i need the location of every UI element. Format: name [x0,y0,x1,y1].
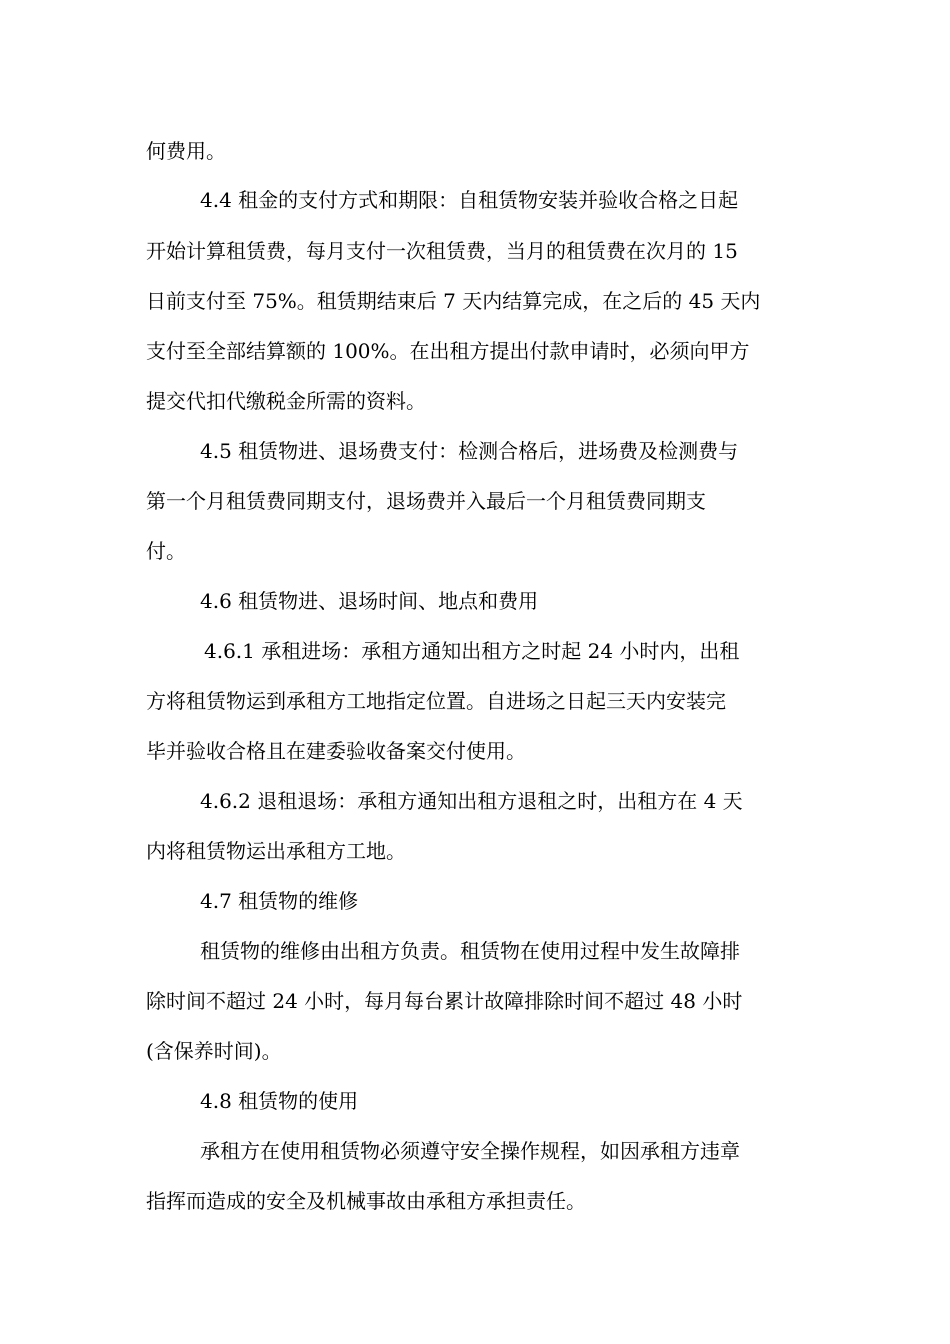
text-line: 何费用。 [146,139,226,163]
text-line: 租赁物的维修由出租方负责。租赁物在使用过程中发生故障排 [200,939,740,963]
text-line: 内将租赁物运出承租方工地。 [146,839,406,863]
text-line: 支付至全部结算额的 100%。在出租方提出付款申请时，必须向甲方 [146,339,750,363]
text-line: 付。 [146,539,186,563]
section-4-5-heading-line: 4.5 租赁物进、退场费支付：检测合格后，进场费及检测费与 [200,439,739,463]
section-4-7-heading: 4.7 租赁物的维修 [200,889,359,913]
section-4-8-heading: 4.8 租赁物的使用 [200,1089,359,1113]
text-line: 承租方在使用租赁物必须遵守安全操作规程，如因承租方违章 [200,1139,740,1163]
text-line: 开始计算租赁费，每月支付一次租赁费，当月的租赁费在次月的 15 [146,239,738,263]
text-line: 第一个月租赁费同期支付，退场费并入最后一个月租赁费同期支 [146,489,706,513]
section-4-6-1-heading-line: 4.6.1 承租进场：承租方通知出租方之时起 24 小时内，出租 [204,639,740,663]
text-line: (含保养时间)。 [146,1039,282,1063]
section-4-6-2-heading-line: 4.6.2 退租退场：承租方通知出租方退租之时，出租方在 4 天 [200,789,743,813]
text-line: 除时间不超过 24 小时，每月每台累计故障排除时间不超过 48 小时 [146,989,743,1013]
section-4-4-heading-line: 4.4 租金的支付方式和期限：自租赁物安装并验收合格之日起 [200,188,739,212]
text-line: 毕并验收合格且在建委验收备案交付使用。 [146,739,526,763]
text-line: 方将租赁物运到承租方工地指定位置。自进场之日起三天内安装完 [146,689,726,713]
text-line: 日前支付至 75%。租赁期结束后 7 天内结算完成，在之后的 45 天内 [146,289,761,313]
text-line: 指挥而造成的安全及机械事故由承租方承担责任。 [146,1189,586,1213]
section-4-6-heading: 4.6 租赁物进、退场时间、地点和费用 [200,589,539,613]
text-line: 提交代扣代缴税金所需的资料。 [146,389,426,413]
